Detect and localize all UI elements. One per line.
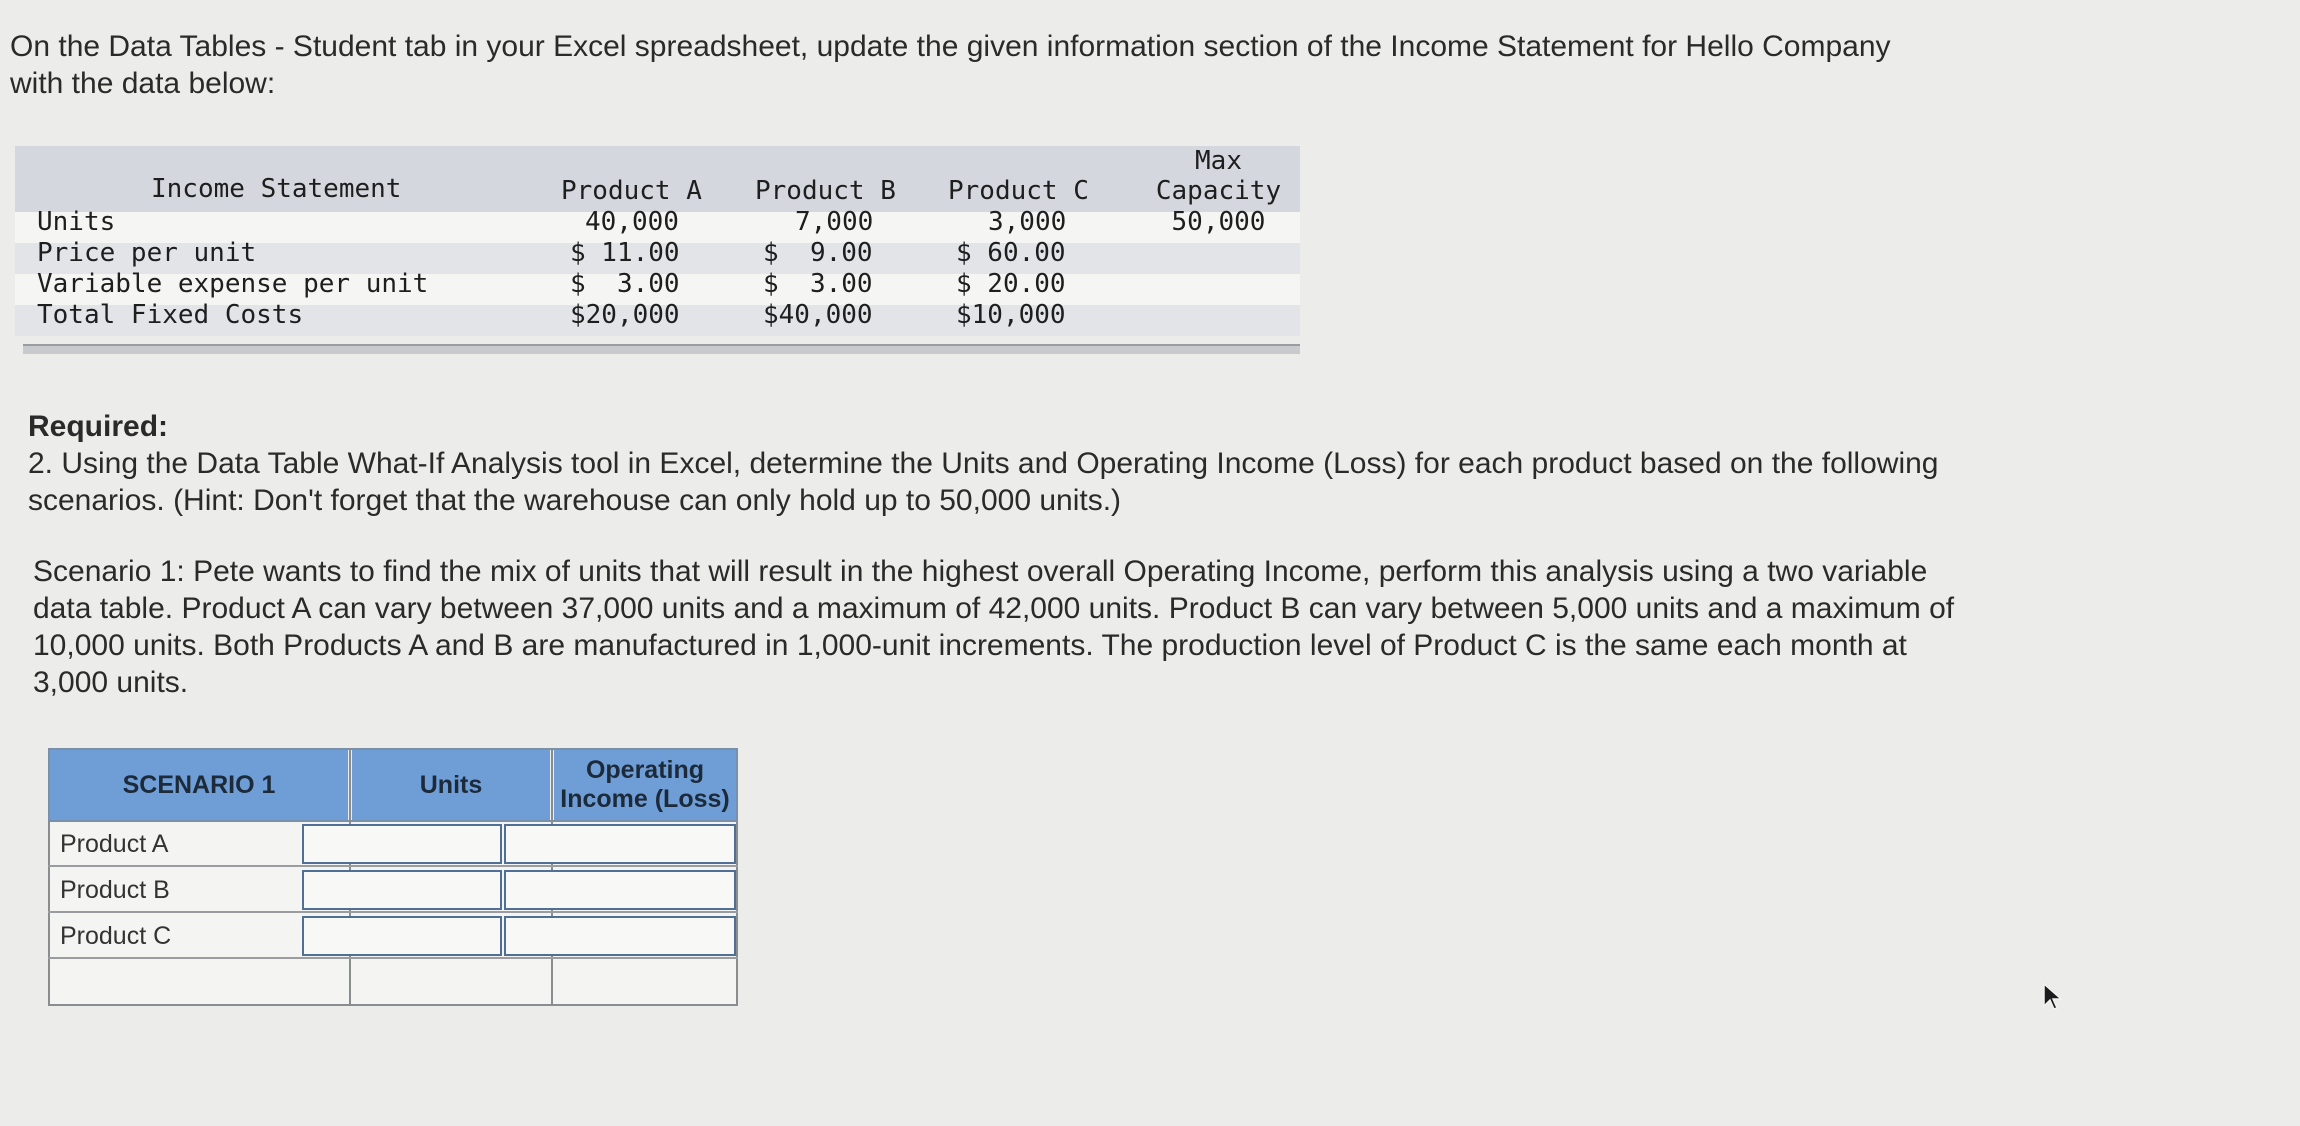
variable-b: $ 3.00: [763, 269, 873, 299]
row-label-product-c: Product C: [60, 922, 172, 950]
price-a: $ 11.00: [570, 238, 680, 268]
row-divider: [48, 865, 738, 867]
required-heading: Required:: [28, 410, 169, 443]
row-label-product-b: Product B: [60, 876, 170, 904]
row-label: Price per unit: [37, 238, 257, 268]
variable-a: $ 3.00: [570, 269, 680, 299]
fixed-c: $10,000: [956, 300, 1066, 330]
required-section: [28, 408, 1968, 519]
row-label: Total Fixed Costs: [37, 300, 304, 330]
col-header-product-c: Product C: [948, 176, 1089, 206]
fixed-b: $40,000: [763, 300, 873, 330]
instructions-intro: On the Data Tables - Student tab in your Excel spreadsheet, update the given information section of the Income Statement for Hello Company with the data below:: [10, 30, 1891, 100]
income-input-product-b[interactable]: [504, 870, 736, 910]
scenario-1-table: [48, 748, 740, 1006]
header-operating-income-line-2: Income (Loss): [560, 785, 730, 813]
scenario-1-description: Scenario 1: Pete wants to find the mix of units that will result in the highest overall Operating Income, perform this analysis using a two variable data table. Product A can vary between 37,000 units and a maximum of 42,000 units. Product B can vary between 5,000 units and a maximum of 10,000 units. Both Products A and B are manufactured in 1,000-unit increments. The production level of Product C is the same each month at 3,000 units.: [33, 555, 1955, 699]
price-b: $ 9.00: [763, 238, 873, 268]
units-input-product-b[interactable]: [302, 870, 502, 910]
units-c: 3,000: [988, 207, 1067, 237]
income-input-product-c[interactable]: [504, 916, 736, 956]
variable-c: $ 20.00: [956, 269, 1066, 299]
units-a: 40,000: [585, 207, 679, 237]
col-header-product-b: Product B: [755, 176, 896, 206]
income-statement-title: Income Statement: [151, 174, 402, 204]
row-label-product-a: Product A: [60, 830, 169, 858]
row-divider: [48, 911, 738, 913]
header-operating-income-line-1: Operating: [585, 756, 705, 784]
col-header-max: Max: [1195, 146, 1242, 176]
max-capacity-value: 50,000: [1171, 207, 1266, 237]
col-header-product-a: Product A: [561, 176, 702, 206]
price-c: $ 60.00: [956, 238, 1066, 268]
header-outline: [48, 748, 738, 822]
row-divider: [48, 957, 738, 959]
units-input-product-a[interactable]: [302, 824, 502, 864]
income-statement-table: [15, 146, 1300, 361]
row-label: Units: [37, 207, 116, 237]
header-scenario-1: SCENARIO 1: [50, 750, 348, 820]
units-input-product-c[interactable]: [302, 916, 502, 956]
row-label: Variable expense per unit: [37, 269, 429, 299]
col-header-capacity: Capacity: [1155, 176, 1282, 206]
units-b: 7,000: [795, 207, 874, 237]
required-text: 2. Using the Data Table What-If Analysis tool in Excel, determine the Units and Operating Income (Loss) for each product based on the following scenarios. (Hint: Don't forget that the warehouse can only hold up to 50,000 units.): [28, 447, 1939, 517]
fixed-a: $20,000: [570, 300, 680, 330]
mouse-pointer-icon: [2041, 981, 2065, 1013]
income-input-product-a[interactable]: [504, 824, 736, 864]
table-bottom-rule: [23, 344, 1300, 354]
header-units: Units: [352, 750, 550, 820]
